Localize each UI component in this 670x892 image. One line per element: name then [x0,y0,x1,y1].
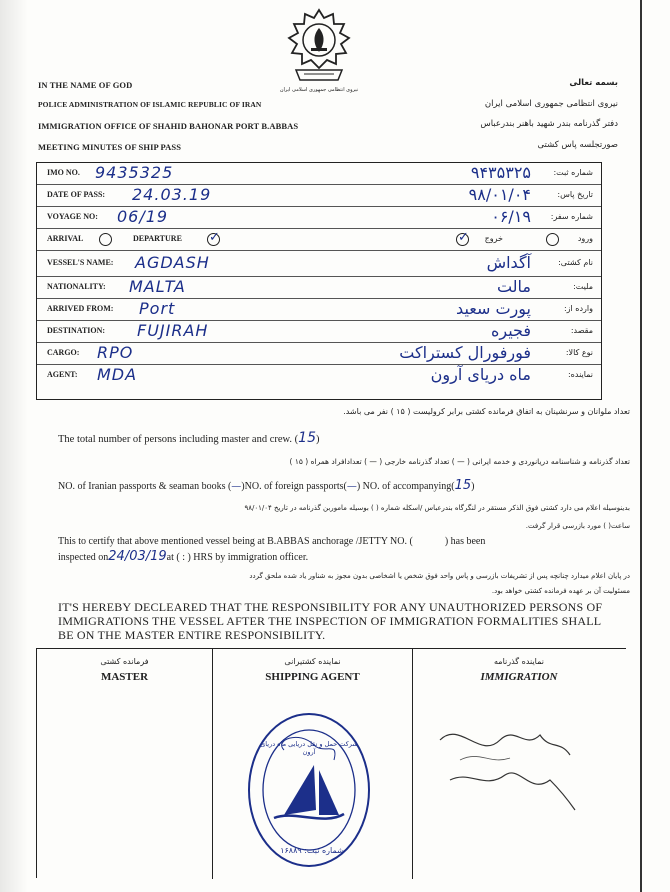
page-edge-line [640,0,642,892]
inspection-fa-line-1: بدینوسیله اعلام می دارد کشتی فوق الذکر مستقر در لنگرگاه بندرعباس /اسکله شماره ( ) بوسیله ماموربن گذرنامه در تاریخ ۹۸/۰۱/۰۴ [244,504,630,512]
emblem-caption: نیروی انتظامی جمهوری اسلامی ایران [279,87,359,93]
immigration-label: IMMIGRATION [480,671,558,683]
imo-fa-value: ۹۴۳۵۳۲۵ [470,163,531,182]
vessel-value: AGDASH [135,253,210,272]
header-en-line-4: MEETING MINUTES OF SHIP PASS [38,142,182,152]
arrived-from-row [37,299,601,321]
agent-value: MDA [97,365,138,384]
nationality-fa-value: مالت [496,277,531,296]
cargo-label: CARGO: [47,348,80,357]
persons-count-value: 15 [298,430,316,446]
vessel-row [37,251,601,277]
persons-en-prefix: The total number of persons including master and crew. ( [58,434,299,445]
inspection-fa-line-2: ساعت( ) مورد بازرسی قرار گرفت. [525,522,630,530]
check-mark-icon: ✓ [458,229,469,244]
immigration-signature-scribble [430,710,580,820]
master-fa-label: فرمانده کشتی [100,657,149,666]
nationality-label: NATIONALITY: [47,282,106,291]
destination-row [37,321,601,343]
check-mark-icon: ✓ [209,229,220,244]
imo-row [37,163,601,185]
inspection-date-value: 24/03/19 [108,549,167,564]
date-fa-label: تاریخ پاس: [557,190,593,199]
responsibility-fa-line-2: مسئولیت آن بر عهده فرمانده کشتی خواهد بود. [491,587,630,595]
header-fa-line-3: دفتر گذرنامه بندر شهید باهنر بندرعباس [480,119,618,129]
shipping-agent-fa-label: نماینده کشتیرانی [284,657,341,666]
imo-fa-label: شماره ثبت: [553,168,593,177]
departure-fa-label: خروج [484,234,503,243]
destination-fa-value: فجیره [490,321,531,340]
nationality-fa-label: ملیت: [573,282,593,291]
persons-en-suffix: ) [316,434,320,445]
passports-en-part-c: ) NO. of accompanying( [356,481,455,492]
master-signature-cell [37,649,213,879]
stamp-ring-text: شرکت حمل و نقل دریایی ماه دریای آرون [260,740,358,756]
foreign-passports-value: — [346,481,357,492]
inspection-en-text-b: ) has been [444,536,486,547]
header-fa-line-4: صورتجلسه پاس کشتی [537,140,618,150]
inspection-en-line-2 [58,549,308,564]
departure-fa-checkbox[interactable] [456,229,469,246]
responsibility-fa-line-1: در پایان اعلام میدارد چنانچه پس از تشریفات بازرسی و پاس واحد فوق شخص یا اشخاصی بدون مجوز به شناور یاد شده ملحق گردد [249,572,630,580]
voyage-label: VOYAGE NO: [47,212,98,221]
scan-shadow [0,0,28,892]
vessel-fa-value: آگداش [486,253,531,272]
cargo-fa-label: نوع کالا: [565,348,593,357]
date-row [37,185,601,207]
agent-row [37,365,601,399]
arrival-fa-checkbox[interactable] [546,233,559,246]
persons-en-text [58,430,320,446]
nationality-row [37,277,601,299]
header-en-line-1: IN THE NAME OF GOD [38,80,133,90]
date-value: 24.03.19 [132,185,212,204]
shipping-agent-label: SHIPPING AGENT [265,671,360,683]
voyage-row [37,207,601,229]
date-fa-value: ۹۸/۰۱/۰۴ [468,185,531,204]
arrival-departure-row [37,229,601,251]
iranian-passports-value: — [231,481,242,492]
inspection-en-text-d: at ( : ) HRS by immigration officer. [166,552,309,563]
master-label: MASTER [100,671,149,683]
arrived-from-fa-value: پورت سعید [456,299,531,318]
agent-fa-value: ماه دریای آرون [430,365,531,384]
cargo-fa-value: فورفورال کستراکت [399,343,531,362]
arrived-from-label: ARRIVED FROM: [47,304,114,313]
passports-en-text [58,478,474,493]
agent-fa-label: نماینده: [567,370,593,379]
inspection-en-text-a: This to certify that above mentioned vessel being at B.ABBAS anchorage /JETTY NO. ( [58,536,413,547]
agent-label: AGENT: [47,370,78,379]
imo-label: IMO NO. [47,168,80,177]
inspection-en-line-1 [58,536,485,547]
voyage-value: 06/19 [117,207,169,226]
header-en-line-3: IMMIGRATION OFFICE OF SHAHID BAHONAR PORT B.ABBAS [38,121,299,131]
header-fa-line-2: نیروی انتظامی جمهوری اسلامی ایران [484,99,618,109]
passports-en-part-d: ) [471,481,475,492]
arrived-from-value: Port [139,299,176,318]
immigration-fa-label: نماینده گذرنامه [494,657,544,666]
responsibility-en-text: IT'S HEREBY DECLEARED THAT THE RESPONSIBILITY FOR ANY UNAUTHORIZED PERSONS OF IMMIGRATIONS THE VESSEL AFTER THE INSPECTION OF IMMIGRATION FORMALITIES SHALL BE ON THE MASTER ENTIRE RESPONSIBILITY. [58,600,603,642]
arrival-label: ARRIVAL [47,234,84,243]
inspection-en-text-c: inspected on [58,552,109,563]
accompanying-value: 15 [454,478,472,493]
persons-fa-text: تعداد ملوانان و سرنشینان به اتفاق فرمانده کشتی برابر کرولیست ( ۱۵ ) نفر می باشد. [343,407,630,416]
cargo-row [37,343,601,365]
arrived-from-fa-label: وارده از: [563,304,593,313]
arrival-checkbox[interactable] [99,233,112,246]
header-en-line-2: POLICE ADMINISTRATION OF ISLAMIC REPUBLIC OF IRAN [38,100,262,109]
passports-en-part-b: )NO. of foreign passports( [241,481,347,492]
departure-checkbox[interactable] [207,229,220,246]
imo-value: 9435325 [95,163,174,182]
voyage-fa-label: شماره سفر: [550,212,593,221]
ship-details-form [36,162,602,400]
departure-label: DEPARTURE [133,234,182,243]
voyage-fa-value: ۰۶/۱۹ [491,207,531,226]
date-label: DATE OF PASS: [47,190,106,199]
police-emblem-icon [284,8,354,90]
destination-value: FUJIRAH [137,321,209,340]
stamp-registration-number: شماره ثبت: ۱۶۸۸۹ [280,846,344,855]
passports-en-part-a: NO. of Iranian passports & seaman books ( [58,481,232,492]
cargo-value: RPO [97,343,134,362]
header-fa-line-1: بسمه تعالی [569,78,618,88]
vessel-label: VESSEL'S NAME: [47,258,114,267]
vessel-fa-label: نام کشتی: [558,258,593,267]
arrival-fa-label: ورود [577,234,593,243]
destination-fa-label: مقصد: [570,326,593,335]
destination-label: DESTINATION: [47,326,106,335]
nationality-value: MALTA [129,277,186,296]
passports-fa-text: تعداد گذرنامه و شناسنامه دریانوردی و خدمه ایرانی ( — ) تعداد گذرنامه خارجی ( — ) تعدادافراد همراه ( ۱۵ ) [289,457,630,466]
